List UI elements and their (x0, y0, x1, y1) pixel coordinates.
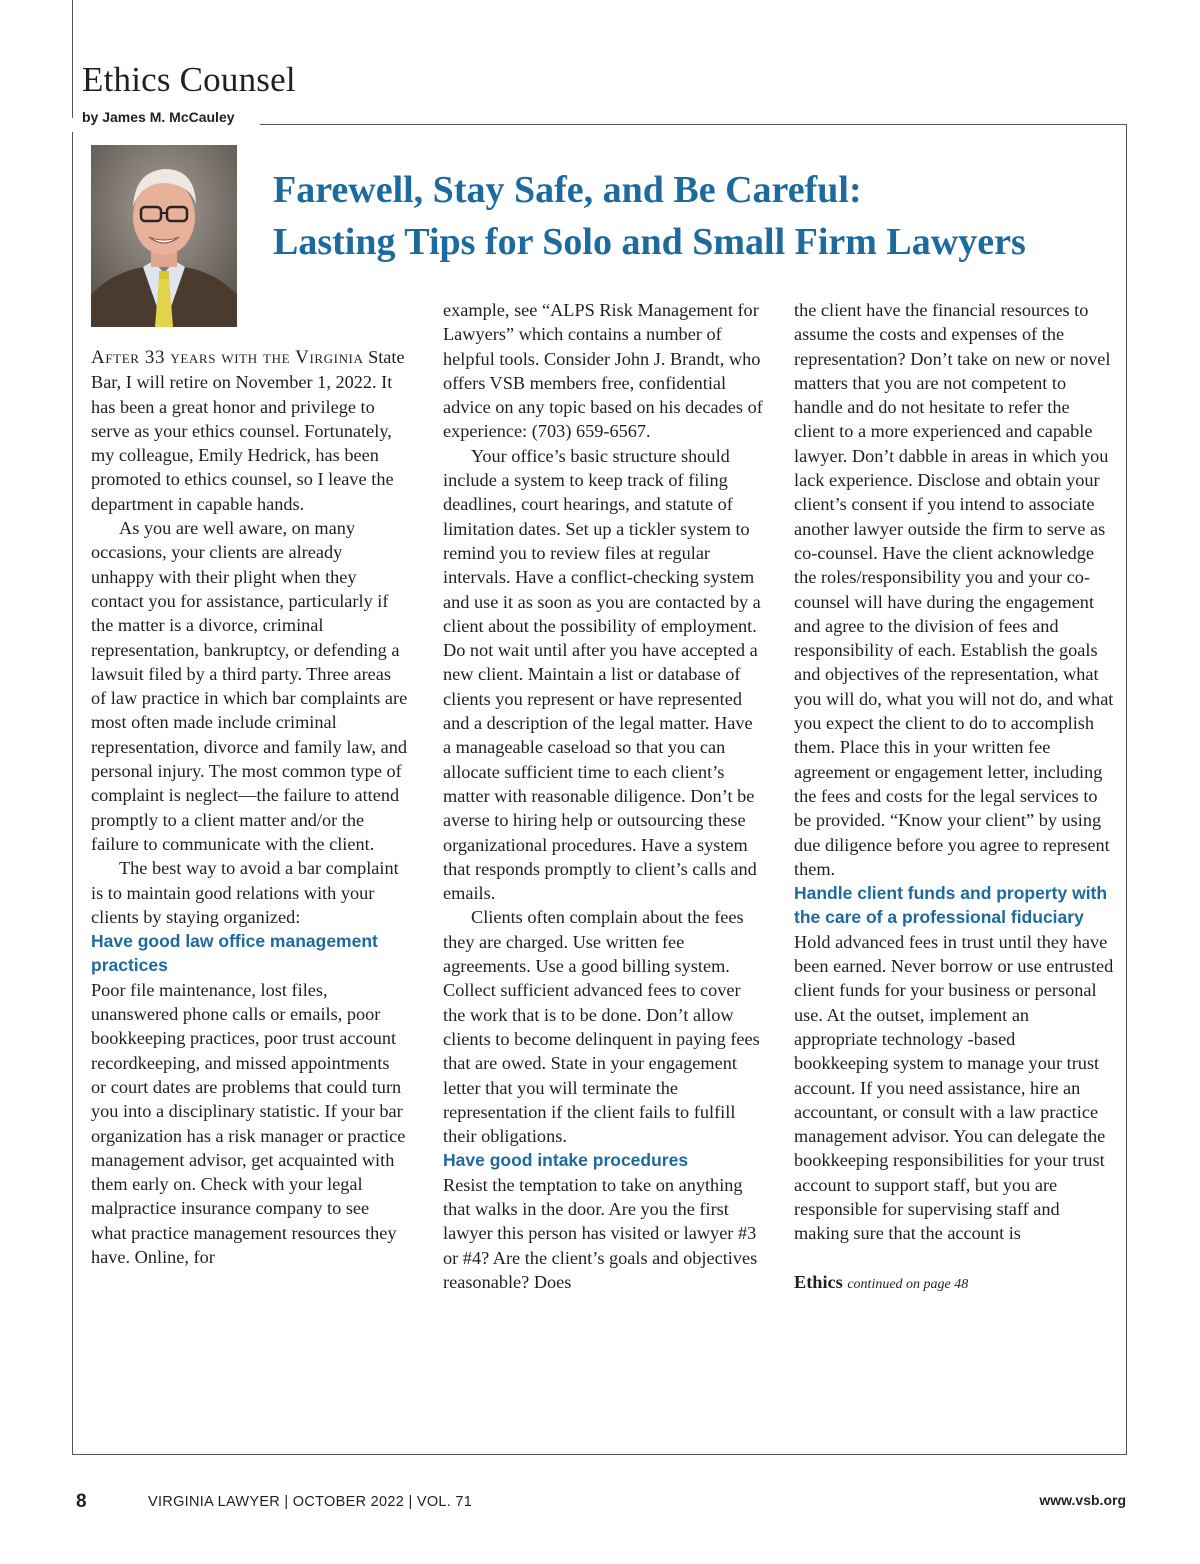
website-url: www.vsb.org (1039, 1492, 1126, 1508)
author-portrait-icon (91, 145, 237, 327)
intro-paragraph (91, 345, 409, 516)
intro-text: State Bar, I will retire on November 1, 2022. It has been a great honor and privilege to serve as your ethics counsel. Fortunately, my colleague, Emily Hedrick, has been promoted to ethics counsel, so I leave the department in capable hands. (91, 347, 405, 514)
column-3 (794, 298, 1114, 1297)
author-photo (91, 145, 237, 327)
article-headline (273, 164, 1026, 268)
continued-link: continued on page 48 (847, 1276, 969, 1292)
headline-line-2: Lasting Tips for Solo and Small Firm Lawyers (273, 221, 1026, 263)
body-paragraph: Hold advanced fees in trust until they have been earned. Never borrow or use entrusted client funds for your business or personal use. At the outset, implement an appropriate technology -based bookkeeping system to manage your trust account. If you need assistance, hire an accountant, or consult with a law practice management advisor. You can delegate the bookkeeping responsibilities for your trust account to support staff, but you are responsible for supervising staff and making sure that the account is (794, 931, 1114, 1244)
magazine-info: VIRGINIA LAWYER | OCTOBER 2022 | VOL. 71 (148, 1494, 473, 1510)
body-paragraph: Poor file maintenance, lost files, unanswered phone calls or emails, poor bookkeeping practices, poor trust account recordkeeping, and missed appointments or court dates are problems that could turn you into a disciplinary statistic. If your bar organization has a risk manager or practice management advisor, get acquainted with them early on. Check with your legal malpractice insurance company to see what practice management resources they have. Online, for (91, 979, 406, 1267)
body-paragraph: Your office’s basic structure should include a system to keep track of filing deadlines, court hearings, and statute of limitation dates. Set up a tickler system to remind you to review files at regular intervals. Have a conflict-checking system and use it as soon as you are contacted by a client about the possibility of employment. Do not wait until after you have accepted a new client. Maintain a list or database of clients you represent or have represented and a description of the legal matter. Have a manageable caseload so that you can allocate sufficient time to each client’s matter with reasonable diligence. Don’t be averse to hiring help or outsourcing these organizational procedures. Have a system that responds promptly to client’s calls and emails. (443, 445, 761, 904)
section-heading: Have good intake procedures (443, 1150, 689, 1171)
page-number: 8 (76, 1491, 87, 1512)
body-paragraph: the client have the financial resources to assume the costs and expenses of the representation? Don’t take on new or novel matters that you are not competent to handle and do not hesitate to refer the client to a more experienced and capable lawyer. Don’t dabble in areas in which you lack experience. Disclose and obtain your client’s consent if you intend to associate another lawyer outside the firm to serve as co-counsel. Have the client acknowledge the roles/responsibility you and your co-counsel will have during the engagement and agree to the division of fees and responsibility of each. Establish the goals and objectives of the representation, what you will do, what you will not do, and what you expect the client to do to accomplish them. Place this in your written fee agreement or engagement letter, including the fees and costs for the legal services to be provided. “Know your client” by using due diligence before you agree to represent them. (794, 300, 1114, 879)
continued-notice (794, 1270, 1114, 1297)
column-1 (91, 345, 409, 1269)
body-paragraph: Clients often complain about the fees they are charged. Use written fee agreements. Use a good billing system. Collect sufficient advanced fees to cover the work that is to be done. Don’t allow clients to become delinquent in paying fees that are owed. State in your engagement letter that you will terminate the representation if the client fails to fulfill their obligations. (443, 907, 760, 1147)
body-paragraph: Resist the temptation to take on anything that walks in the door. Are you the first lawyer this person has visited or lawyer #3 or #4? Are the client’s goals and objectives reasonable? Does (443, 1174, 758, 1292)
lead-in-smallcaps: After 33 years with the Virginia (91, 347, 364, 368)
column-2 (443, 298, 763, 1294)
body-paragraph: The best way to avoid a bar complaint is to maintain good relations with your clients by staying organized: (91, 858, 399, 927)
body-paragraph: As you are well aware, on many occasions, your clients are already unhappy with their plight when they contact you for assistance, particularly if the matter is a divorce, criminal representation, bankruptcy, or defending a lawsuit filed by a third party. Three areas of law practice in which bar complaints are most often made include criminal representation, divorce and family law, and personal injury. The most common type of complaint is neglect—the failure to attend promptly to a client matter and/or the failure to communicate with the client. (91, 518, 408, 854)
headline-line-1: Farewell, Stay Safe, and Be Careful: (273, 169, 862, 211)
section-heading: Have good law office management practices (91, 931, 378, 976)
department-title: Ethics Counsel (82, 60, 296, 99)
byline: by James M. McCauley (82, 109, 235, 125)
section-heading: Handle client funds and property with the care of a professional fiduciary (794, 883, 1108, 928)
body-paragraph: example, see “ALPS Risk Management for Lawyers” which contains a number of helpful tools. Consider John J. Brandt, who offers VSB members free, confidential advice on any topic based on his decades of experience: (703) 659-6567. (443, 300, 763, 442)
continued-word: Ethics (794, 1271, 843, 1292)
